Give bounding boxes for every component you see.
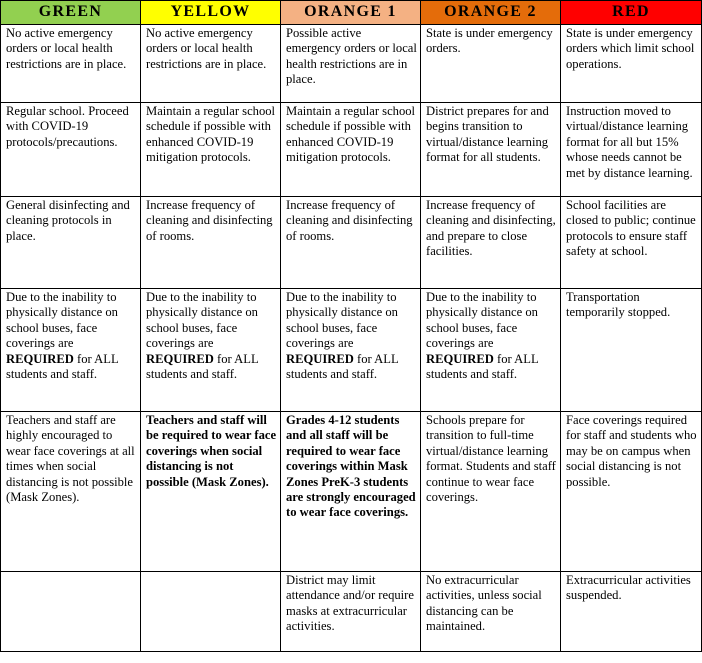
cell-restrictions-orange-2: State is under emergency orders. <box>421 25 561 103</box>
cell-text: for ALL students and staff. <box>286 351 399 382</box>
row-restrictions <box>1 25 702 103</box>
cell-text-bold: REQUIRED <box>146 351 214 366</box>
header-red: RED <box>561 1 702 25</box>
row-extracurricular <box>1 572 702 652</box>
cell-schedule-red: Instruction moved to virtual/distance learning format for all but 15% whose needs cannot be met by distance learning. <box>561 103 702 197</box>
cell-face-coverings-yellow: Teachers and staff will be required to wear face coverings when social distancing is not possible (Mask Zones). <box>141 412 281 572</box>
cell-cleaning-green: General disinfecting and cleaning protocols in place. <box>1 197 141 289</box>
cell-face-coverings-orange-2: Schools prepare for transition to full-time virtual/distance learning format. Students and staff continue to wear face coverings. <box>421 412 561 572</box>
header-green: GREEN <box>1 1 141 25</box>
cell-schedule-orange-2: District prepares for and begins transition to virtual/distance learning format for all students. <box>421 103 561 197</box>
cell-transportation-red <box>561 289 702 412</box>
cell-schedule-green: Regular school. Proceed with COVID-19 protocols/precautions. <box>1 103 141 197</box>
cell-face-coverings-orange-1: Grades 4-12 students and all staff will be required to wear face coverings within Mask Zones PreK-3 students are strongly encouraged to wear face coverings. <box>281 412 421 572</box>
cell-text: for ALL students and staff. <box>146 351 259 382</box>
cell-cleaning-orange-2: Increase frequency of cleaning and disinfecting, and prepare to close facilities. <box>421 197 561 289</box>
row-cleaning <box>1 197 702 289</box>
row-face-coverings <box>1 412 702 572</box>
cell-face-coverings-red: Face coverings required for staff and students who may be on campus when social distancing is not possible. <box>561 412 702 572</box>
cell-schedule-yellow: Maintain a regular school schedule if possible with enhanced COVID-19 mitigation protocols. <box>141 103 281 197</box>
cell-text-bold: REQUIRED <box>6 351 74 366</box>
cell-text: Due to the inability to physically distance on school buses, face coverings are <box>286 290 398 351</box>
cell-transportation-orange-1 <box>281 289 421 412</box>
cell-text-bold: REQUIRED <box>286 351 354 366</box>
cell-text: Due to the inability to physically distance on school buses, face coverings are <box>6 290 118 351</box>
cell-text: for ALL students and staff. <box>6 351 119 382</box>
cell-cleaning-orange-1: Increase frequency of cleaning and disinfecting of rooms. <box>281 197 421 289</box>
cell-cleaning-red: School facilities are closed to public; continue protocols to ensure staff safety at school. <box>561 197 702 289</box>
header-yellow: YELLOW <box>141 1 281 25</box>
cell-transportation-orange-2 <box>421 289 561 412</box>
cell-extracurricular-red: Extracurricular activities suspended. <box>561 572 702 652</box>
header-orange-1: ORANGE 1 <box>281 1 421 25</box>
row-transportation <box>1 289 702 412</box>
row-schedule <box>1 103 702 197</box>
cell-face-coverings-green: Teachers and staff are highly encouraged to wear face coverings at all times when social distancing is not possible (Mask Zones). <box>1 412 141 572</box>
cell-transportation-yellow <box>141 289 281 412</box>
cell-text: Due to the inability to physically distance on school buses, face coverings are <box>426 290 538 351</box>
cell-cleaning-yellow: Increase frequency of cleaning and disinfecting of rooms. <box>141 197 281 289</box>
cell-restrictions-orange-1: Possible active emergency orders or local health restrictions are in place. <box>281 25 421 103</box>
cell-restrictions-red: State is under emergency orders which limit school operations. <box>561 25 702 103</box>
cell-restrictions-yellow: No active emergency orders or local health restrictions are in place. <box>141 25 281 103</box>
header-row <box>1 1 702 25</box>
cell-extracurricular-green <box>1 572 141 652</box>
cell-restrictions-green: No active emergency orders or local health restrictions are in place. <box>1 25 141 103</box>
header-orange-2: ORANGE 2 <box>421 1 561 25</box>
cell-extracurricular-orange-1: District may limit attendance and/or require masks at extracurricular activities. <box>281 572 421 652</box>
cell-schedule-orange-1: Maintain a regular school schedule if possible with enhanced COVID-19 mitigation protocols. <box>281 103 421 197</box>
cell-extracurricular-yellow <box>141 572 281 652</box>
cell-text: Due to the inability to physically distance on school buses, face coverings are <box>146 290 258 351</box>
cell-text: for ALL students and staff. <box>426 351 539 382</box>
cell-text-bold: REQUIRED <box>426 351 494 366</box>
cell-text: Transportation temporarily stopped. <box>566 290 671 320</box>
cell-transportation-green <box>1 289 141 412</box>
cell-extracurricular-orange-2: No extracurricular activities, unless social distancing can be maintained. <box>421 572 561 652</box>
